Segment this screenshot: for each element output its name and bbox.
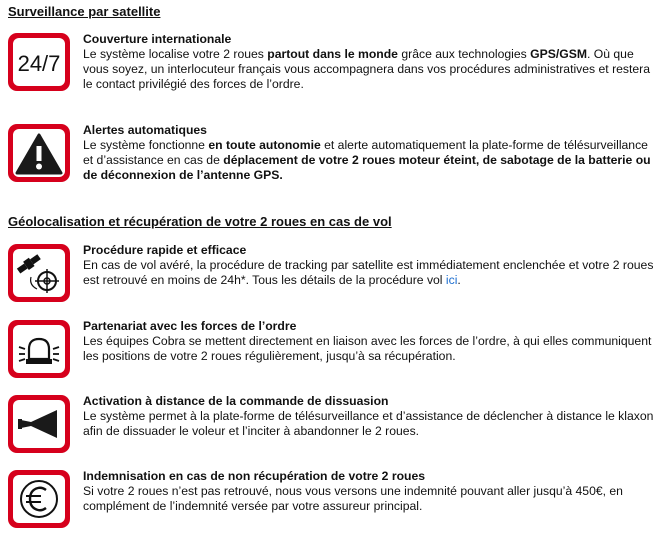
procedure-link[interactable]: ici [445,273,458,287]
feature-activation [8,395,660,455]
emphasis-text: déplacement de votre 2 roues moteur éteint, de sabotage de la batterie ou de déconnexion de l’antenne GPS. [83,153,651,182]
description-text: En cas de vol avéré, la procédure de tracking par satellite est immédiatement enclenchée et votre 2 roues est retrouvé en moins de 24h*. Tous les détails de la procédure vol [83,258,654,287]
feature-procedure [8,244,660,304]
warning-icon [8,124,70,182]
feature-couverture [8,33,660,93]
24-7-icon [8,33,70,91]
section-title-surveillance: Surveillance par satellite [8,4,161,19]
feature-title: Partenariat avec les forces de l’ordre [83,319,297,333]
feature-alertes [8,124,660,184]
description-text: grâce aux technologies [397,47,531,61]
section-title-geolocalisation: Géolocalisation et récupération de votre 2 roues en cas de vol [8,214,392,229]
feature-indemnisation [8,470,660,530]
emphasis-text: en toute autonomie [208,138,321,152]
24-7-icon-text: 24/7 [17,51,61,76]
feature-title: Activation à distance de la commande de dissuasion [83,394,389,408]
feature-description [83,138,658,183]
feature-description [83,258,658,288]
description-text: Si votre 2 roues n’est pas retrouvé, nous vous versons une indemnité pouvant aller jusqu’à 450€, en complément de l’indemnité versée par votre assureur principal. [83,484,623,513]
description-text: . [457,273,461,287]
feature-title: Alertes automatiques [83,123,207,137]
description-text: . Où que vous soyez, un interlocuteur français vous accompagnera dans vos procédures administratives et restera le contact privilégié des forces de l’ordre. [83,47,651,91]
feature-description [83,47,658,92]
feature-title: Couverture internationale [83,32,232,46]
feature-title: Indemnisation en cas de non récupération de votre 2 roues [83,469,426,483]
feature-title: Procédure rapide et efficace [83,243,247,257]
description-text: Le système fonctionne [83,138,209,152]
emphasis-text: GPS/GSM [530,47,587,61]
police-siren-icon [8,320,70,378]
horn-icon [8,395,70,453]
description-text: Le système localise votre 2 roues [83,47,268,61]
emphasis-text: partout dans le monde [267,47,398,61]
description-text: Le système permet à la plate-forme de télésurveillance et d’assistance de déclencher à distance le klaxon afin de dissuader le voleur et l’inciter à abandonner le 2 roues. [83,409,654,438]
satellite-target-icon [8,244,70,302]
euro-icon [8,470,70,528]
feature-partenariat [8,320,660,380]
feature-description [83,484,658,514]
feature-description [83,409,658,439]
description-text: Les équipes Cobra se mettent directement en liaison avec les forces de l’ordre, à qui elles communiquent les positions de votre 2 roues régulièrement, jusqu’à sa récupération. [83,334,652,363]
feature-description [83,334,658,364]
description-text: et alerte automatiquement la plate-forme de télésurveillance et d’assistance en cas de [83,138,648,167]
